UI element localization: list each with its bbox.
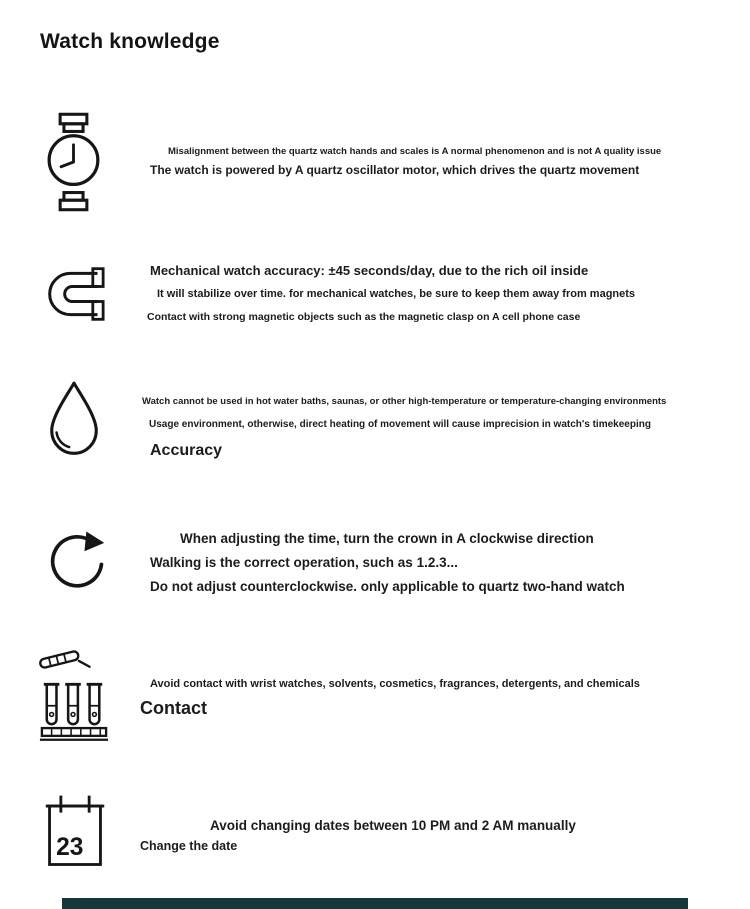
section-crown-adjustment	[140, 531, 740, 596]
section-text-line: It will stabilize over time. for mechanical watches, be sure to keep them away from magnets	[157, 287, 636, 300]
section-temperature	[140, 396, 740, 461]
page-title: Watch knowledge	[40, 30, 220, 53]
section-text-line: The watch is powered by A quartz oscillator motor, which drives the quartz movement	[150, 163, 640, 178]
bottom-accent-bar	[62, 898, 688, 909]
section-text-line: Change the date	[140, 839, 238, 854]
section-date-change	[140, 818, 740, 854]
section-text-line: Do not adjust counterclockwise. only applicable to quartz two-hand watch	[150, 579, 625, 595]
water-drop-icon	[44, 378, 104, 458]
calendar-day-number: 23	[56, 834, 84, 862]
section-text-line: When adjusting the time, turn the crown in A clockwise direction	[180, 531, 594, 546]
section-magnetism	[140, 263, 740, 323]
magnet-icon	[45, 264, 105, 324]
rotate-arrow-icon	[44, 520, 108, 592]
section-heading: Contact	[140, 698, 207, 719]
calendar-icon	[42, 790, 108, 873]
section-text-line: Contact with strong magnetic objects such as the magnetic clasp on A cell phone case	[147, 310, 581, 323]
section-text-line: Misalignment between the quartz watch hands and scales is A normal phenomenon and is not A quality issue	[168, 146, 662, 157]
section-text-line: Usage environment, otherwise, direct heating of movement will cause imprecision in watch's timekeeping	[149, 419, 651, 431]
section-chemicals	[140, 678, 740, 720]
section-text-line: Avoid contact with wrist watches, solvents, cosmetics, fragrances, detergents, and chemicals	[150, 678, 640, 690]
section-text-line: Mechanical watch accuracy: ±45 seconds/day, due to the rich oil inside	[150, 263, 589, 278]
section-quartz-movement	[140, 146, 740, 178]
test-tubes-icon	[38, 648, 110, 742]
section-text-line: Avoid changing dates between 10 PM and 2 AM manually	[210, 818, 576, 833]
watch-icon	[42, 112, 105, 212]
section-heading: Accuracy	[150, 442, 223, 460]
section-text-line: Watch cannot be used in hot water baths, saunas, or other high-temperature or temperature-changing environments	[142, 396, 667, 407]
section-text-line: Walking is the correct operation, such as 1.2.3...	[150, 555, 458, 571]
